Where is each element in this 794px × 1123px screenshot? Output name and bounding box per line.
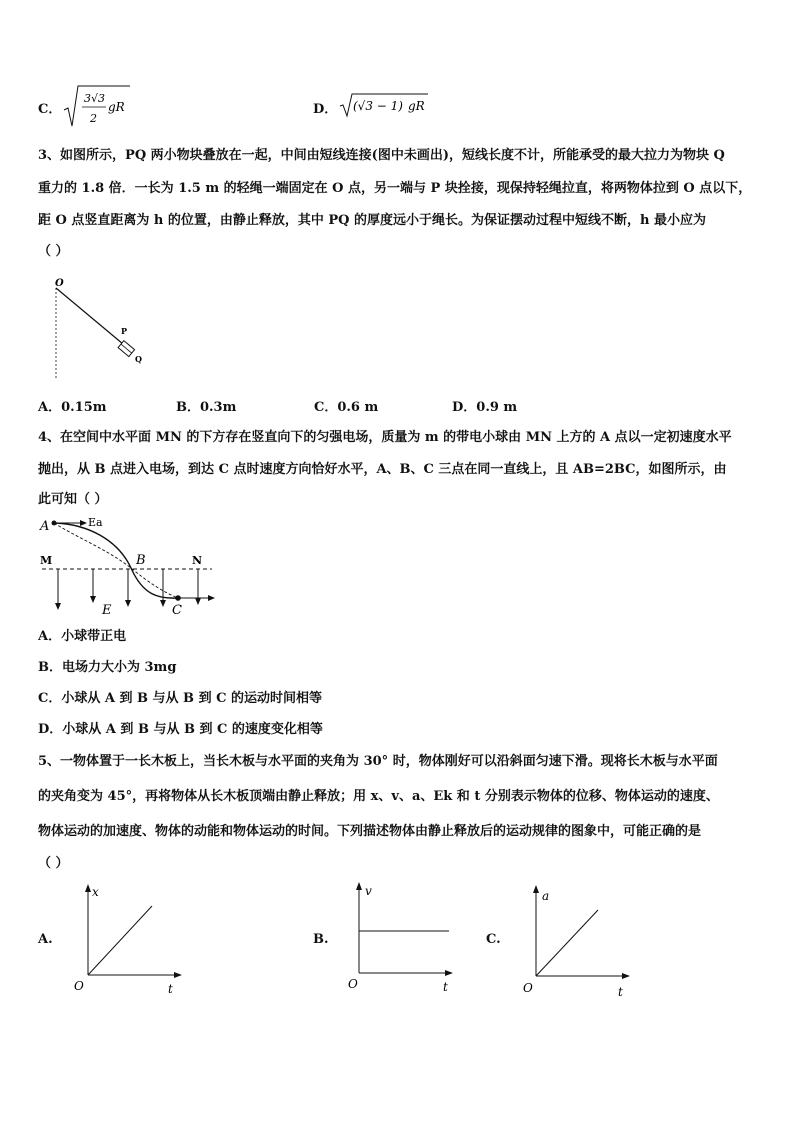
prev-option-c: [38, 98, 61, 117]
prev-option-c-label: C．: [38, 102, 62, 117]
q5-graph-b: [341, 876, 456, 996]
q4-line-3: 此可知（ ）: [38, 492, 108, 507]
q5-line-3: 物体运动的加速度、物体的动能和物体运动的时间。下列描述物体由静止释放后的运动规律的图象中，可能正确的是: [38, 824, 702, 839]
q5-graph-a: [70, 880, 185, 1000]
q5-graph-a-y-axis-label: x: [92, 885, 99, 899]
q4-fig-label-ea: Ea: [88, 516, 103, 529]
q3-pendulum-figure: [45, 270, 155, 380]
q3-fig-label-p: P: [121, 326, 128, 336]
q5-graph-a-x-axis-label: t: [168, 982, 173, 996]
prev-option-d-label: D．: [313, 102, 338, 117]
prev-option-c-den: 2: [90, 112, 97, 125]
prev-option-c-num: 3√3: [84, 92, 106, 105]
prev-option-d-inner: (√3 − 1): [353, 99, 403, 113]
q4-fig-label-m: M: [40, 554, 53, 567]
q3-line-2: 重力的 1.8 倍．一长为 1.5 m 的轻绳一端固定在 O 点，另一端与 P 块拴接，现保持轻绳拉直，将两物体拉到 O 点以下，: [38, 181, 752, 196]
q4-fig-label-a: A: [40, 519, 50, 534]
prev-option-d: [313, 98, 337, 117]
q5-graph-c-origin-label: O: [523, 981, 533, 995]
q5-paren: （ ）: [38, 856, 69, 871]
q3-option-a: A．0.15m: [38, 400, 107, 415]
q5-line-1: 5、一物体置于一长木板上，当长木板与水平面的夹角为 30° 时，物体刚好可以沿斜面匀速下滑。现将长木板与水平面: [38, 754, 718, 769]
q4-option-a: A．小球带正电: [38, 629, 127, 644]
q4-option-c: C．小球从 A 到 B 与从 B 到 C 的运动时间相等: [38, 691, 322, 706]
q5-graph-c-label: C.: [486, 932, 501, 947]
prev-option-d-formula: [338, 90, 430, 120]
q3-option-b: B．0.3m: [176, 400, 237, 415]
q4-option-b: B．电场力大小为 3mg: [38, 660, 177, 675]
q5-graph-b-label: B.: [313, 932, 329, 947]
prev-option-c-formula: [62, 82, 132, 130]
q4-fig-label-e: E: [102, 603, 112, 618]
q5-graph-c-y-axis-label: a: [542, 889, 550, 903]
q4-line-1: 4、在空间中水平面 MN 的下方存在竖直向下的匀强电场，质量为 m 的带电小球由 MN 上方的 A 点以一定初速度水平: [38, 430, 732, 445]
q5-graph-c: [518, 880, 633, 1000]
q3-option-c: C．0.6 m: [314, 400, 379, 415]
prev-option-c-tail: gR: [108, 100, 125, 114]
prev-option-d-tail: gR: [408, 99, 425, 113]
q5-graph-b-origin-label: O: [348, 977, 358, 991]
q4-line-2: 抛出，从 B 点进入电场，到达 C 点时速度方向恰好水平，A、B、C 三点在同一直线上，且 AB=2BC，如图所示，由: [38, 462, 727, 477]
q4-fig-label-n: N: [192, 554, 203, 567]
q3-fig-label-o: O: [55, 278, 64, 289]
q5-line-2: 的夹角变为 45°，再将物体从长木板顶端由静止释放；用 x、v、a、Ek 和 t 分别表示物体的位移、物体运动的速度、: [38, 789, 719, 804]
q4-fig-label-b: B: [136, 553, 146, 568]
q5-graph-b-y-axis-label: v: [365, 884, 372, 898]
q3-line-1: 3、如图所示，PQ 两小物块叠放在一起，中间由短线连接(图中未画出)，短线长度不计，所能承受的最大拉力为物块 Q: [38, 148, 725, 163]
q5-graph-c-x-axis-label: t: [618, 985, 623, 999]
q3-paren: （ ）: [38, 244, 69, 259]
q3-option-d: D．0.9 m: [452, 400, 518, 415]
q4-option-d: D．小球从 A 到 B 与从 B 到 C 的速度变化相等: [38, 722, 323, 737]
q5-graph-a-label: A.: [38, 932, 53, 947]
q3-fig-label-q: Q: [135, 354, 142, 364]
q4-field-figure: [38, 510, 223, 620]
q5-graph-b-x-axis-label: t: [443, 980, 448, 994]
q4-fig-label-c: C: [172, 603, 182, 618]
q5-graph-a-origin-label: O: [74, 979, 84, 993]
q3-line-3: 距 O 点竖直距离为 h 的位置，由静止释放，其中 PQ 的厚度远小于绳长。为保证摆动过程中短线不断，h 最小应为: [38, 213, 707, 228]
